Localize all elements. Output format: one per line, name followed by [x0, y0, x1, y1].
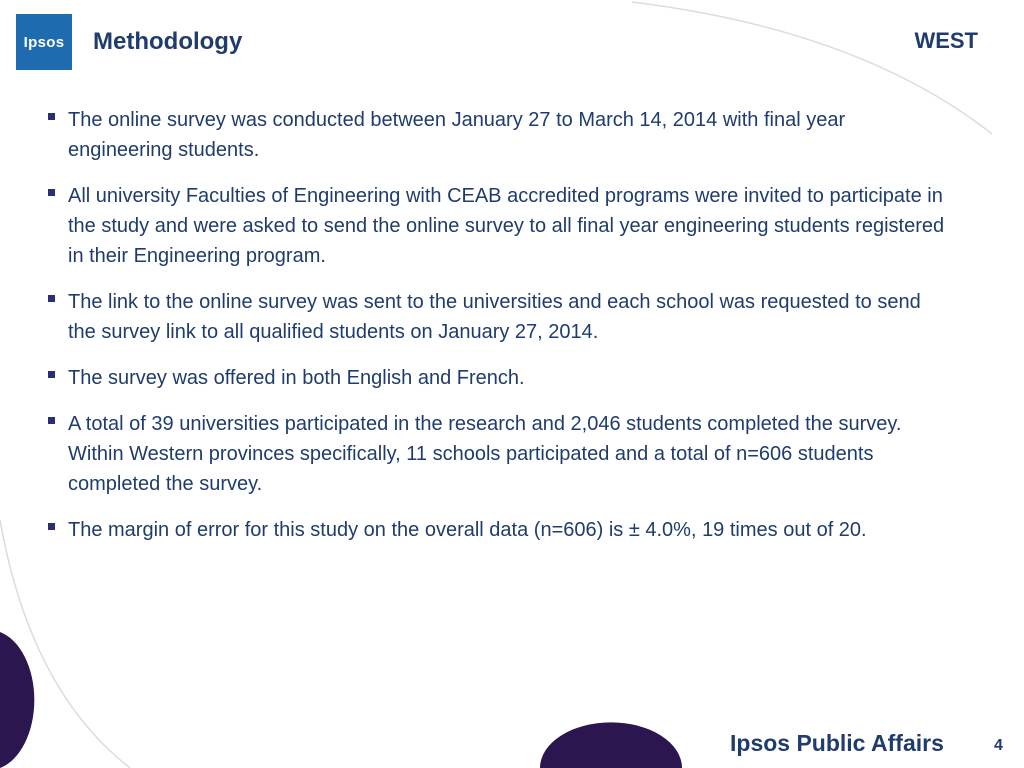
page-title: Methodology	[93, 28, 243, 55]
region-label: WEST	[914, 28, 978, 53]
bullet-square-icon	[48, 417, 55, 424]
methodology-list	[46, 105, 946, 561]
bullet-square-icon	[48, 371, 55, 378]
logo-text: Ipsos	[23, 33, 65, 51]
list-item	[46, 287, 946, 347]
list-item	[46, 181, 946, 271]
bullet-square-icon	[48, 523, 55, 530]
decorative-circle-left	[0, 632, 34, 768]
bullet-square-icon	[48, 189, 55, 196]
bullet-text: A total of 39 universities participated in the research and 2,046 students completed the survey. Within Western provinces specifically, 11 schools participated and a total of n=606 students completed the survey.	[68, 413, 902, 495]
bullet-text: All university Faculties of Engineering with CEAB accredited programs were invited to participate in the study and were asked to send the online survey to all final year engineering students registered in their Engineering program.	[68, 185, 945, 267]
list-item	[46, 409, 946, 499]
bullet-text: The link to the online survey was sent to the universities and each school was requested to send the survey link to all qualified students on January 27, 2014.	[68, 291, 921, 343]
bullet-square-icon	[48, 113, 55, 120]
bullet-text: The margin of error for this study on the overall data (n=606) is ± 4.0%, 19 times out of 20.	[68, 519, 867, 541]
ipsos-logo	[16, 14, 72, 70]
bullet-text: The online survey was conducted between January 27 to March 14, 2014 with final year engineering students.	[68, 109, 846, 161]
list-item	[46, 105, 946, 165]
bullet-square-icon	[48, 295, 55, 302]
list-item	[46, 515, 946, 545]
decorative-circle-bottom	[540, 722, 682, 768]
page-number: 4	[994, 737, 1003, 754]
list-item	[46, 363, 946, 393]
bullet-text: The survey was offered in both English and French.	[68, 367, 525, 389]
footer-brand: Ipsos Public Affairs	[730, 730, 944, 756]
